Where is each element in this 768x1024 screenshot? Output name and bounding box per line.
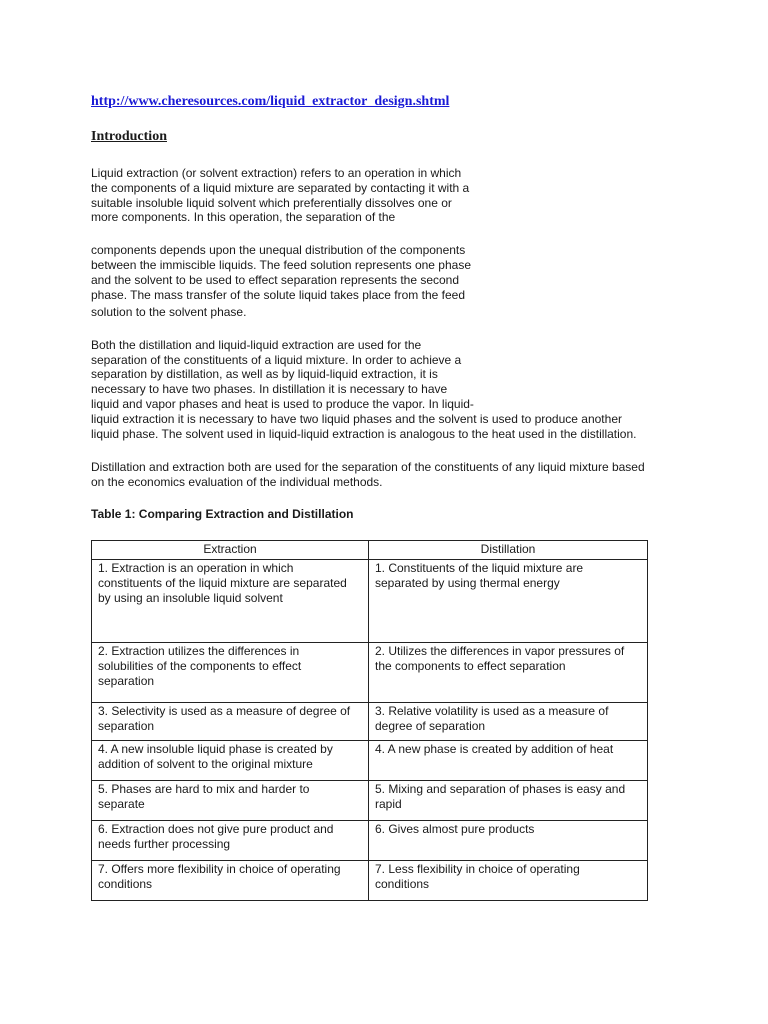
distillation-cell: 1. Constituents of the liquid mixture are separated by using thermal energy xyxy=(369,560,648,643)
paragraph-3-line: necessary to have two phases. In distillation it is necessary to have xyxy=(91,382,448,396)
table-row xyxy=(92,821,648,861)
paragraph-2-line: between the immiscible liquids. The feed solution represents one phase xyxy=(91,258,472,272)
paragraph-1-line: Liquid extraction (or solvent extraction) refers to an operation in which xyxy=(91,166,462,180)
distillation-cell: 4. A new phase is created by addition of heat xyxy=(369,741,648,781)
table-row xyxy=(92,703,648,741)
introduction-heading: Introduction xyxy=(91,129,167,144)
comparison-table xyxy=(91,540,648,901)
paragraph-3-line: liquid and vapor phases and heat is used to produce the vapor. In liquid- xyxy=(91,397,474,411)
table-row xyxy=(92,741,648,781)
extraction-cell: 1. Extraction is an operation in which constituents of the liquid mixture are separated by using an insoluble liquid solvent xyxy=(92,560,369,643)
extraction-cell: 7. Offers more flexibility in choice of operating conditions xyxy=(92,861,369,901)
paragraph-3-line: Both the distillation and liquid-liquid extraction are used for the xyxy=(91,338,422,352)
paragraph-2-line: solution to the solvent phase. xyxy=(91,305,247,319)
distillation-cell: 6. Gives almost pure products xyxy=(369,821,648,861)
extraction-cell: 4. A new insoluble liquid phase is created by addition of solvent to the original mixture xyxy=(92,741,369,781)
extraction-cell: 5. Phases are hard to mix and harder to separate xyxy=(92,781,369,821)
paragraph-2-line: phase. The mass transfer of the solute liquid takes place from the feed xyxy=(91,288,465,302)
paragraph-1-line: suitable insoluble liquid solvent which preferentially dissolves one or xyxy=(91,196,452,210)
paragraph-3-line: liquid extraction it is necessary to have two liquid phases and the solvent is used to produce another xyxy=(91,412,622,426)
paragraph-3-line: liquid phase. The solvent used in liquid-liquid extraction is analogous to the heat used in the distillation. xyxy=(91,427,637,441)
table-row xyxy=(92,861,648,901)
table-row xyxy=(92,781,648,821)
table-row xyxy=(92,643,648,703)
paragraph-2-line: and the solvent to be used to effect separation represents the second xyxy=(91,273,460,287)
column-header-extraction: Extraction xyxy=(92,541,369,560)
extraction-cell: 6. Extraction does not give pure product and needs further processing xyxy=(92,821,369,861)
paragraph-4-line: on the economics evaluation of the individual methods. xyxy=(91,475,383,489)
column-header-distillation: Distillation xyxy=(369,541,648,560)
table-caption: Table 1: Comparing Extraction and Distillation xyxy=(91,507,354,521)
reference-link[interactable]: http://www.cheresources.com/liquid_extractor_design.shtml xyxy=(91,94,450,109)
distillation-cell: 2. Utilizes the differences in vapor pressures of the components to effect separation xyxy=(369,643,648,703)
extraction-cell: 2. Extraction utilizes the differences in solubilities of the components to effect separation xyxy=(92,643,369,703)
paragraph-1-line: more components. In this operation, the separation of the xyxy=(91,210,396,224)
paragraph-3-line: separation by distillation, as well as by liquid-liquid extraction, it is xyxy=(91,367,438,381)
paragraph-3-line: separation of the constituents of a liquid mixture. In order to achieve a xyxy=(91,353,462,367)
table-row xyxy=(92,560,648,643)
distillation-cell: 3. Relative volatility is used as a measure of degree of separation xyxy=(369,703,648,741)
distillation-cell: 5. Mixing and separation of phases is easy and rapid xyxy=(369,781,648,821)
table-header-row xyxy=(92,541,648,560)
paragraph-2-line: components depends upon the unequal distribution of the components xyxy=(91,243,466,257)
distillation-cell: 7. Less flexibility in choice of operating conditions xyxy=(369,861,648,901)
extraction-cell: 3. Selectivity is used as a measure of degree of separation xyxy=(92,703,369,741)
paragraph-4-line: Distillation and extraction both are used for the separation of the constituents of any liquid mixture based xyxy=(91,460,645,474)
paragraph-1-line: the components of a liquid mixture are separated by contacting it with a xyxy=(91,181,470,195)
